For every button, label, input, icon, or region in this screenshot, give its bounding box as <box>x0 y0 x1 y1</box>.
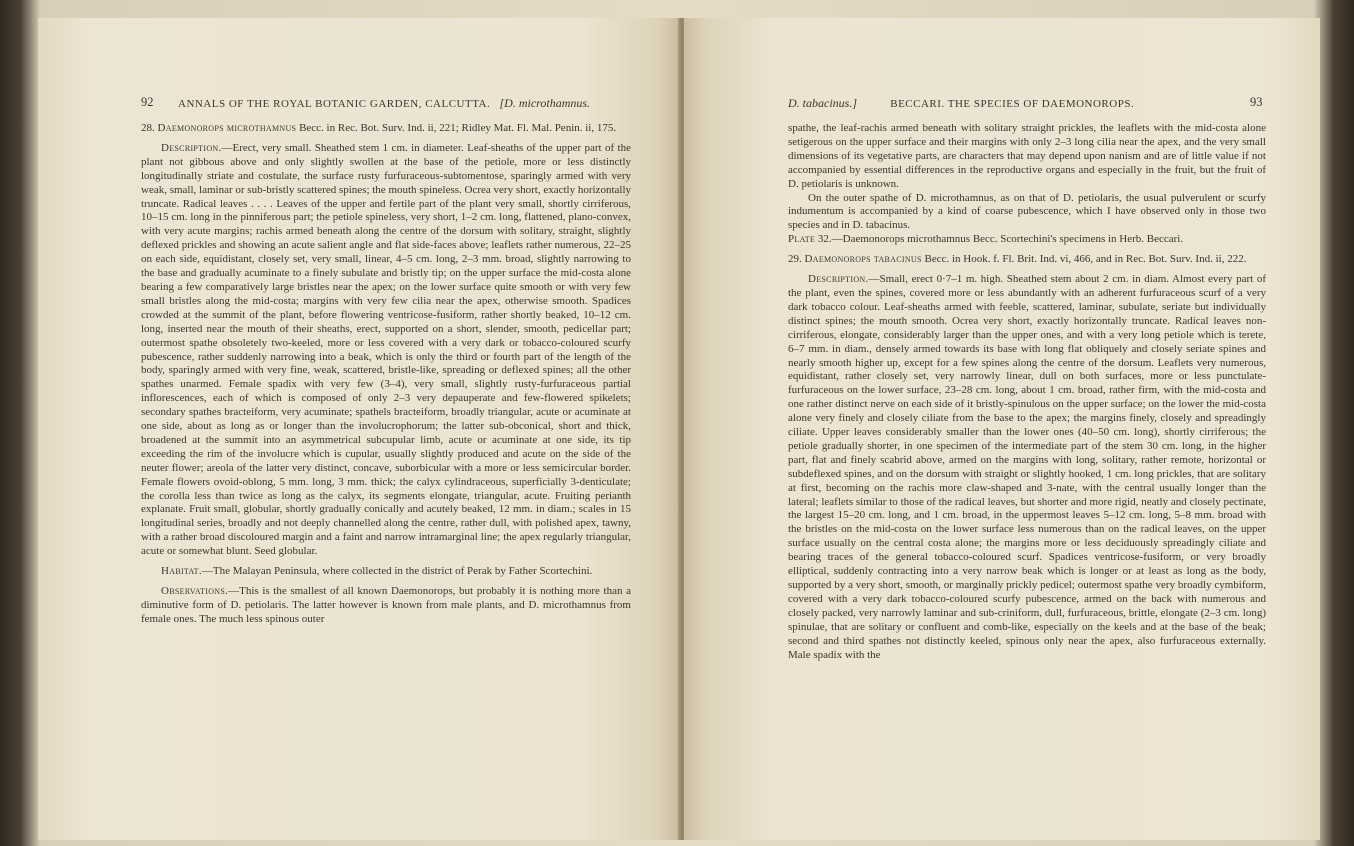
habitat-paragraph <box>141 565 631 579</box>
description-paragraph <box>788 273 1266 662</box>
observations-paragraph <box>141 585 631 627</box>
right-page <box>684 18 1320 840</box>
outer-spathe-paragraph: On the outer spathe of D. microthamnus, as on that of D. petiolaris, the usual pulverulent or scurfy indumentum is accompanied by a kind of coarse pubescence, which I have observed only in those two species and in D. tabacinus. <box>788 191 1266 232</box>
running-head-title: ANNALS OF THE ROYAL BOTANIC GARDEN, CALCUTTA. <box>178 98 491 110</box>
page-number-left: 92 <box>141 95 154 109</box>
running-head-title: BECCARI. THE SPECIES OF DAEMONOROPS. <box>890 98 1135 110</box>
right-text-column <box>788 122 1266 662</box>
plate-label: Plate <box>788 233 816 246</box>
habitat-text: —The Malayan Peninsula, where collected in the district of Perak by Father Scortechini. <box>201 565 593 578</box>
entry-citation: Becc. in Rec. Bot. Surv. Ind. ii, 221; Ridley Mat. Fl. Mal. Penin. ii, 175. <box>299 122 617 134</box>
continuation-paragraph: spathe, the leaf-rachis armed beneath with solitary straight prickles, the leaflets with the mid-costa alone setigerous on the upper surface and their margins with only 2–3 long cilia near the apex, and the very small dimensions of its vegetative parts, are characters that may depend upon nanism and are of little value if not accompanied by essential differences in the reproductive organs and especially in the fruit, but the fruit of D. petiolaris is unknown. <box>788 122 1266 190</box>
left-text-column <box>141 122 631 627</box>
observations-text: —This is the smallest of all known Daemonorops, but probably it is nothing more than a diminutive form of D. petiolaris. The latter however is known from male plants, and D. microthamnus from female ones. The much less spinous outer <box>141 585 631 625</box>
plate-reference <box>788 233 1266 247</box>
description-heading: Description. <box>808 273 869 286</box>
plate-text: 32.—Daemonorops microthamnus Becc. Scortechini's specimens in Herb. Beccari. <box>817 233 1184 246</box>
entry-genus: Daemonorops tabacinus <box>804 253 922 266</box>
entry-citation: Becc. in Hook. f. Fl. Brit. Ind. vi, 466, and in Rec. Bot. Surv. Ind. ii, 222. <box>924 253 1247 266</box>
running-head-species: D. tabacinus.] <box>788 96 857 110</box>
entry-29-heading <box>788 253 1266 267</box>
running-head-left <box>178 96 590 111</box>
running-head-right <box>788 96 1134 111</box>
entry-genus: Daemonorops microthamnus <box>157 122 297 134</box>
habitat-heading: Habitat. <box>161 565 202 578</box>
left-page <box>38 18 678 840</box>
description-heading: Description. <box>161 141 222 154</box>
observations-heading: Observations. <box>161 585 229 597</box>
description-paragraph <box>141 142 631 559</box>
description-text: —Small, erect 0·7–1 m. high. Sheathed stem about 2 cm. in diam. Almost every part of the plant, even the spines, covered more or less abundantly with an adherent furfuraceous scurf of a very dark tobacco colour. Leaf-sheaths armed with feeble, scattered, laminar, subulate, seriate but individually distinct spines; the mouth smooth. Ocrea very short, exactly horizontally truncate. Radical leaves non-cirriferous, elongate, considerably larger than the upper ones, and with a very long petiole which is terete, 6–7 mm. in diam., densely armed towards its base with long flat obliquely and closely seriate spines and nearly smooth higher up, except for a few spines along the centre of the dorsum. Leaflets very numerous, equidistant, rather closely set, very narrowly linear, dull on both surfaces, more or less punctulate-furfuraceous on the lower surface, 23–28 cm. long, about 1 cm. broad, rather firm, with the mid-costa and one rather distinct nerve on each side of it bristly-spinulous on the upper surface; on the lower the mid-costa alone very finely and closely ciliate from the base to the apex; the margins finely, closely and spreadingly ciliate. Upper leaves considerably smaller than the lower ones (40–50 cm. long), shortly cirriferous; the petiole gradually shorter, in one specimen of the intermediate part of the stem 30 cm. long, in the higher part, flat and finely scabrid above, armed on the margins with long, solitary, rather remote, horizontal or subdeflexed spines, and on the dorsum with straight or slightly hooked, 1 cm. long prickles, that are solitary at first, becoming on the rachis more claw-shaped and 3-nate, with the central usually longer than the lateral; leaflets similar to those of the radical leaves, but shorter and more rigid, neatly and closely pectinate, the largest 15–20 cm. long, and 1 cm. broad, in the uppermost leaves 5–12 cm. long, 5–8 mm. broad with the bristles on the mid-costa on the lower surface less numerous than on the radical leaves, on the upper surface usually on the central costa alone; the margins more or less deciduously spreadingly ciliate and bearing traces of the general tobacco-coloured scurf. Spadices ventricose-fusiform, or very broadly elliptical, suddenly contracting into a very narrow beak which is longer or at least as long as the body, supported by a very short, smooth, or marginally prickly pedicel; outermost spathe very broadly cymbiform, covered with a very dark tobacco-coloured scurfy pubescence, armed on the back with numerous and closely packed, very narrowly laminar and sub-criniform, dull, furfuraceous, brittle, elongate (2–3 cm. long) spinulae, that are solitary or confluent and comb-like, especially on the keels and at the base of the beak; second and third spathes not distinctly keeled, spinous only near the apex, also furfuraceous externally. Male spadix with the <box>788 273 1266 661</box>
entry-number: 29. <box>788 253 802 266</box>
entry-number: 28. <box>141 122 155 134</box>
description-text: —Erect, very small. Sheathed stem 1 cm. in diameter. Leaf-sheaths of the upper part of the plant not gibbous above and only slightly swollen at the base of the petiole, more or less distinctly longitudinally striate and costulate, the surface rusty furfuraceous-subtomentose, sparingly armed with very weak, small, laminar or sub-bristly scattered spines; the mouth spineless. Ocrea very short, exactly horizontally truncate. Radical leaves . . . . Leaves of the upper and fertile part of the plant very small, shortly cirriferous, 10–15 cm. long in the pinniferous part; the petiole spineless, very short, 1–2 cm. long, flattened, plano-convex, with very acute margins; rachis armed beneath along the centre of the dorsum with solitary, straight, slightly deflexed prickles and showing an acute salient angle and flat side-faces above; leaflets rather numerous, 22–25 on each side, equidistant, closely set, very small, linear, 4–5 cm. long, 2–3 mm. broad, slightly narrowing to the base and gradually acuminate to a finely subulate and bristly tip; on the upper surface the mid-costa alone bearing a few comparatively large bristles near the apex; on the lower surface quite smooth or with very few small bristles along the mid-costa; margins with very few cilia near the apex, otherwise smooth. Spadices crowded at the summit of the plant, before flowering ventricose-fusiform, rather shortly beaked, 10–12 cm. long, inserted near the mouth of their sheaths, erect, supported on a short, slender, smooth, pedicellar part; outermost spathe obsoletely two-keeled, more or less covered with a very dark or tobacco-coloured scurfy pubescence, rather suddenly narrowing into a beak, which is only the third or fourth part of the length of the body, sparingly armed with very fine, weak, scattered, bristle-like, spreading or deflexed spines; all the other spathes unarmed. Female spadix with very few (3–4), very small, slightly rusty-furfuraceous partial inflorescences, each of which is composed of only 2–3 very depauperate and few-flowered spikelets; secondary spathes bracteiform, very acuminate; spathels bracteiform, broadly triangular, acute or acuminate at one side, about as long as or longer than the involucrophorum; the latter sub-obconical, short and thick, broadened at the summit into an asymmetrical subcupular limb, acute or acuminate at one side, its tip exceeding the rim of the involucre which is cupular, usually slightly produced and acute on the side of the neuter flower; areola of the latter very distinct, concave, suborbicular with a more or less semicircular border. Female flowers ovoid-oblong, 5 mm. long, 3 mm. thick; the calyx cylindraceous, superficially 3-denticulate; the corolla less than twice as long as the calyx, its segments elongate, triangular, acute. Fruiting perianth explanate. Fruit small, globular, shortly gradually conically and acutely beaked, 12 mm. in diam.; scales in 15 longitudinal series, broadly and not deeply channelled along the centre, rather dull, with polished apex, tawny, with a rather broad discoloured margin and a faint and narrow intramarginal line; the apex regularly triangular, acute or somewhat blunt. Seed globular. <box>141 141 631 558</box>
entry-28-heading <box>141 122 631 136</box>
running-head-species: [D. microthamnus. <box>499 96 591 110</box>
page-number-right: 93 <box>1250 95 1263 109</box>
